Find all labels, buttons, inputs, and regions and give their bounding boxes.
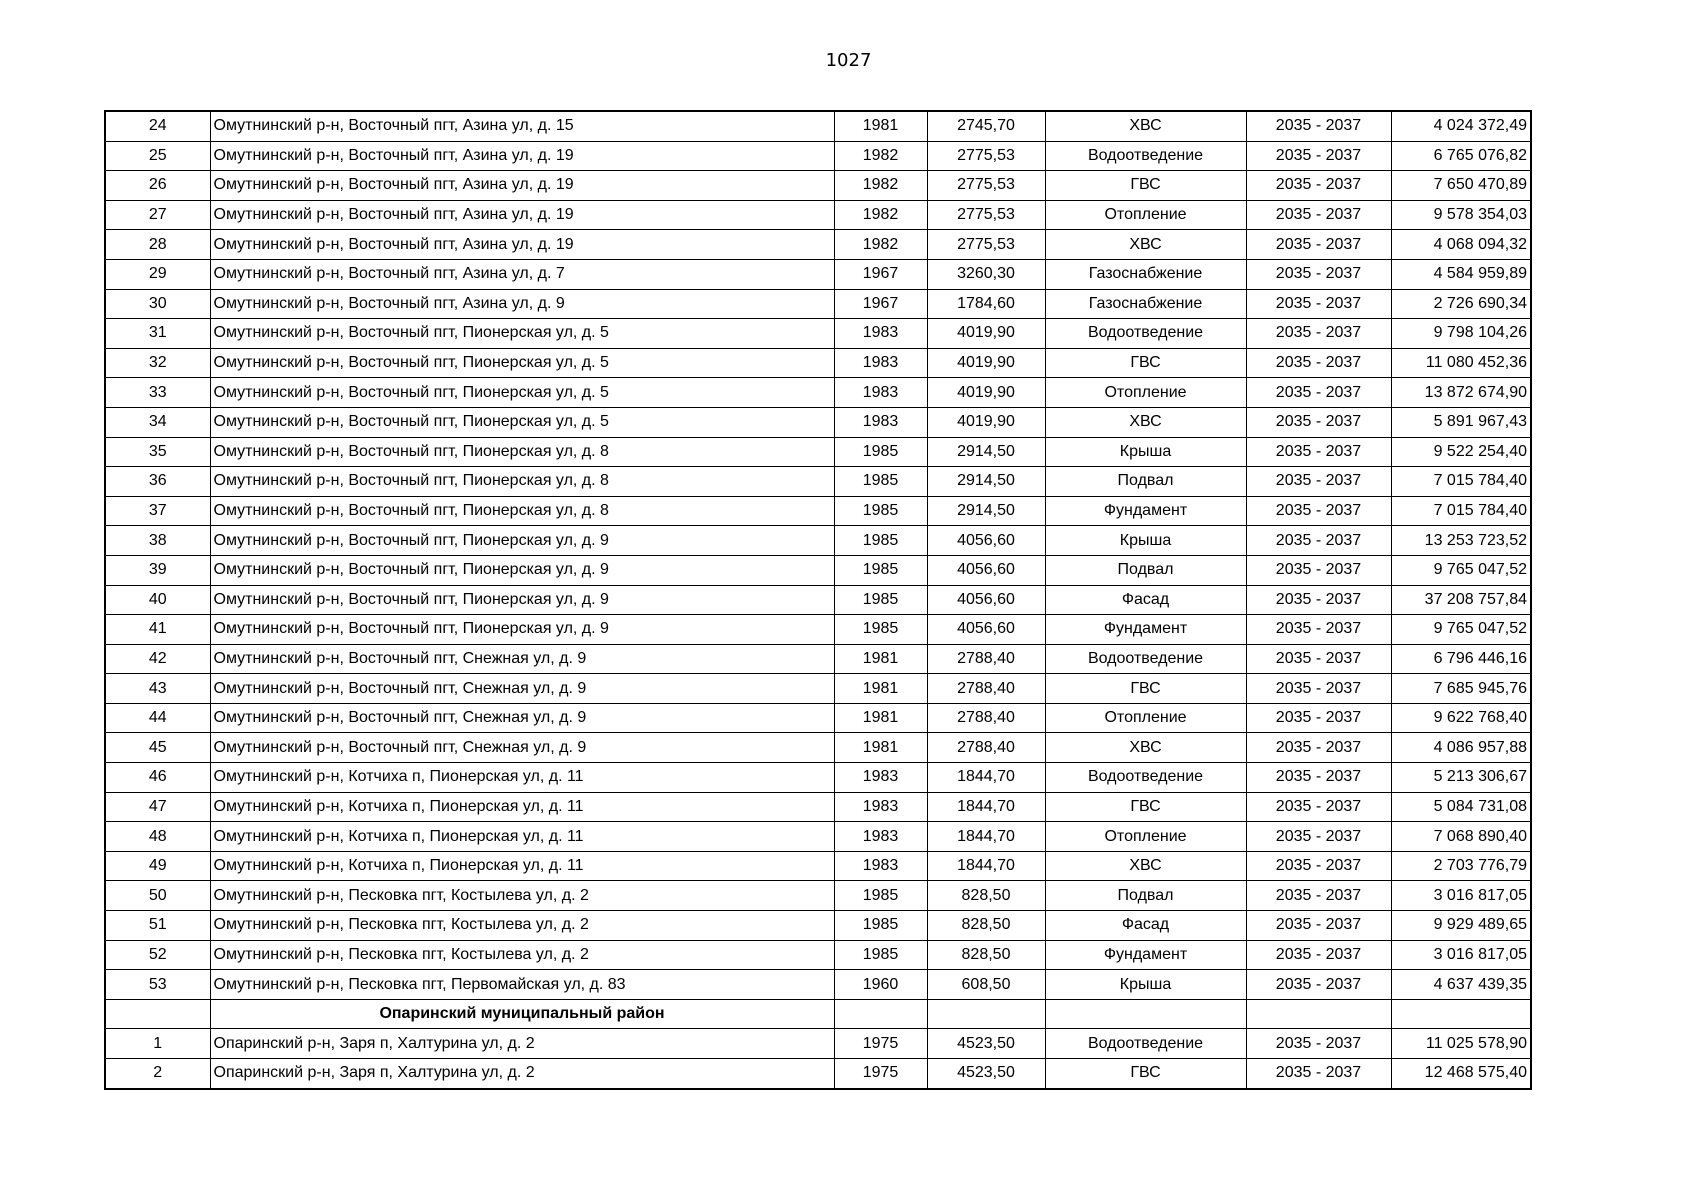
table-row: [105, 407, 1531, 437]
address-cell: Омутнинский р-н, Восточный пгт, Пионерская ул, д. 5: [210, 378, 834, 408]
table-row: [105, 319, 1531, 349]
row-number-cell: 52: [105, 940, 210, 970]
period-cell: 2035 - 2037: [1246, 733, 1391, 763]
table-row: [105, 585, 1531, 615]
address-cell: Омутнинский р-н, Восточный пгт, Пионерская ул, д. 5: [210, 319, 834, 349]
cost-cell: 11 080 452,36: [1391, 348, 1531, 378]
table-row: [105, 437, 1531, 467]
cost-cell: 7 015 784,40: [1391, 496, 1531, 526]
work-type-cell: ХВС: [1045, 733, 1246, 763]
row-number-cell: 44: [105, 703, 210, 733]
area-cell: 2788,40: [927, 644, 1045, 674]
address-cell: Омутнинский р-н, Котчиха п, Пионерская ул, д. 11: [210, 851, 834, 881]
work-type-cell: ХВС: [1045, 111, 1246, 141]
work-type-cell: Водоотведение: [1045, 319, 1246, 349]
table-row: [105, 822, 1531, 852]
year-built-cell: 1983: [834, 319, 927, 349]
area-cell: 1844,70: [927, 763, 1045, 793]
cost-cell: 13 872 674,90: [1391, 378, 1531, 408]
year-built-cell: 1981: [834, 674, 927, 704]
year-built-cell: 1981: [834, 644, 927, 674]
row-number-cell: 53: [105, 970, 210, 1000]
area-cell: 4019,90: [927, 378, 1045, 408]
area-cell: 608,50: [927, 970, 1045, 1000]
table-row: [105, 526, 1531, 556]
row-number-cell: 45: [105, 733, 210, 763]
work-type-cell: Крыша: [1045, 437, 1246, 467]
period-cell: 2035 - 2037: [1246, 496, 1391, 526]
area-cell: 4019,90: [927, 407, 1045, 437]
address-cell: Омутнинский р-н, Восточный пгт, Азина ул, д. 19: [210, 230, 834, 260]
work-type-cell: Газоснабжение: [1045, 259, 1246, 289]
cost-cell: 5 084 731,08: [1391, 792, 1531, 822]
work-type-cell: Водоотведение: [1045, 1029, 1246, 1059]
section-title-cell: Опаринский муниципальный район: [210, 999, 834, 1029]
area-cell: 4523,50: [927, 1059, 1045, 1089]
cost-cell: 9 622 768,40: [1391, 703, 1531, 733]
row-number-cell: 40: [105, 585, 210, 615]
address-cell: Омутнинский р-н, Восточный пгт, Пионерская ул, д. 9: [210, 615, 834, 645]
cost-cell: 4 584 959,89: [1391, 259, 1531, 289]
period-cell: 2035 - 2037: [1246, 230, 1391, 260]
cost-cell: 5 213 306,67: [1391, 763, 1531, 793]
address-cell: Омутнинский р-н, Котчиха п, Пионерская ул, д. 11: [210, 792, 834, 822]
row-number-cell: 34: [105, 407, 210, 437]
cost-cell: 9 578 354,03: [1391, 200, 1531, 230]
work-type-cell: Отопление: [1045, 822, 1246, 852]
period-cell: 2035 - 2037: [1246, 970, 1391, 1000]
cost-cell: 12 468 575,40: [1391, 1059, 1531, 1089]
area-cell: 2775,53: [927, 141, 1045, 171]
table-row: [105, 615, 1531, 645]
cost-cell: 9 798 104,26: [1391, 319, 1531, 349]
work-type-cell: Газоснабжение: [1045, 289, 1246, 319]
row-number-cell: [105, 999, 210, 1029]
cost-cell: 6 765 076,82: [1391, 141, 1531, 171]
year-built-cell: 1985: [834, 940, 927, 970]
period-cell: 2035 - 2037: [1246, 348, 1391, 378]
table-row: [105, 200, 1531, 230]
year-built-cell: 1982: [834, 171, 927, 201]
repair-register-table: [104, 110, 1532, 1090]
table-row: [105, 111, 1531, 141]
year-built-cell: 1985: [834, 615, 927, 645]
table-row: [105, 467, 1531, 497]
row-number-cell: 35: [105, 437, 210, 467]
table-row: [105, 851, 1531, 881]
row-number-cell: 39: [105, 555, 210, 585]
address-cell: Омутнинский р-н, Котчиха п, Пионерская ул, д. 11: [210, 763, 834, 793]
address-cell: Омутнинский р-н, Восточный пгт, Азина ул, д. 9: [210, 289, 834, 319]
period-cell: 2035 - 2037: [1246, 644, 1391, 674]
table-row: [105, 911, 1531, 941]
cost-cell: 4 086 957,88: [1391, 733, 1531, 763]
work-type-cell: ХВС: [1045, 851, 1246, 881]
address-cell: Омутнинский р-н, Восточный пгт, Пионерская ул, д. 9: [210, 526, 834, 556]
cost-cell: 4 024 372,49: [1391, 111, 1531, 141]
work-type-cell: Водоотведение: [1045, 644, 1246, 674]
table-row: [105, 171, 1531, 201]
period-cell: 2035 - 2037: [1246, 615, 1391, 645]
address-cell: Омутнинский р-н, Восточный пгт, Снежная ул, д. 9: [210, 703, 834, 733]
work-type-cell: Отопление: [1045, 378, 1246, 408]
period-cell: 2035 - 2037: [1246, 940, 1391, 970]
cost-cell: 2 703 776,79: [1391, 851, 1531, 881]
address-cell: Омутнинский р-н, Восточный пгт, Пионерская ул, д. 9: [210, 585, 834, 615]
cost-cell: 5 891 967,43: [1391, 407, 1531, 437]
table-row: [105, 703, 1531, 733]
period-cell: 2035 - 2037: [1246, 555, 1391, 585]
cost-cell: 7 068 890,40: [1391, 822, 1531, 852]
address-cell: Омутнинский р-н, Восточный пгт, Пионерская ул, д. 8: [210, 437, 834, 467]
area-cell: 1844,70: [927, 851, 1045, 881]
work-type-cell: Водоотведение: [1045, 141, 1246, 171]
table-row: [105, 259, 1531, 289]
cost-cell: 4 068 094,32: [1391, 230, 1531, 260]
year-built-cell: 1985: [834, 526, 927, 556]
work-type-cell: Отопление: [1045, 200, 1246, 230]
work-type-cell: Фасад: [1045, 585, 1246, 615]
period-cell: 2035 - 2037: [1246, 200, 1391, 230]
area-cell: 4019,90: [927, 348, 1045, 378]
table-row: [105, 289, 1531, 319]
area-cell: 4056,60: [927, 585, 1045, 615]
period-cell: 2035 - 2037: [1246, 822, 1391, 852]
area-cell: [927, 999, 1045, 1029]
cost-cell: 7 650 470,89: [1391, 171, 1531, 201]
year-built-cell: 1981: [834, 733, 927, 763]
area-cell: 1784,60: [927, 289, 1045, 319]
area-cell: 2775,53: [927, 230, 1045, 260]
address-cell: Омутнинский р-н, Песковка пгт, Костылева ул, д. 2: [210, 940, 834, 970]
period-cell: [1246, 999, 1391, 1029]
table-row: [105, 1029, 1531, 1059]
period-cell: 2035 - 2037: [1246, 407, 1391, 437]
year-built-cell: 1960: [834, 970, 927, 1000]
work-type-cell: Подвал: [1045, 881, 1246, 911]
address-cell: Омутнинский р-н, Песковка пгт, Костылева ул, д. 2: [210, 881, 834, 911]
row-number-cell: 47: [105, 792, 210, 822]
cost-cell: 13 253 723,52: [1391, 526, 1531, 556]
row-number-cell: 36: [105, 467, 210, 497]
period-cell: 2035 - 2037: [1246, 259, 1391, 289]
year-built-cell: [834, 999, 927, 1029]
period-cell: 2035 - 2037: [1246, 378, 1391, 408]
period-cell: 2035 - 2037: [1246, 703, 1391, 733]
row-number-cell: 30: [105, 289, 210, 319]
address-cell: Омутнинский р-н, Песковка пгт, Костылева ул, д. 2: [210, 911, 834, 941]
area-cell: 2914,50: [927, 467, 1045, 497]
table-row: [105, 792, 1531, 822]
year-built-cell: 1982: [834, 230, 927, 260]
year-built-cell: 1985: [834, 496, 927, 526]
table-row: [105, 970, 1531, 1000]
table-row: [105, 378, 1531, 408]
row-number-cell: 1: [105, 1029, 210, 1059]
area-cell: 2775,53: [927, 171, 1045, 201]
row-number-cell: 2: [105, 1059, 210, 1089]
area-cell: 1844,70: [927, 792, 1045, 822]
year-built-cell: 1985: [834, 585, 927, 615]
work-type-cell: Отопление: [1045, 703, 1246, 733]
year-built-cell: 1967: [834, 289, 927, 319]
area-cell: 828,50: [927, 881, 1045, 911]
year-built-cell: 1985: [834, 911, 927, 941]
year-built-cell: 1967: [834, 259, 927, 289]
area-cell: 3260,30: [927, 259, 1045, 289]
period-cell: 2035 - 2037: [1246, 792, 1391, 822]
work-type-cell: Фундамент: [1045, 496, 1246, 526]
section-header-row: [105, 999, 1531, 1029]
period-cell: 2035 - 2037: [1246, 881, 1391, 911]
address-cell: Омутнинский р-н, Восточный пгт, Снежная ул, д. 9: [210, 733, 834, 763]
area-cell: 1844,70: [927, 822, 1045, 852]
area-cell: 828,50: [927, 911, 1045, 941]
address-cell: Омутнинский р-н, Восточный пгт, Азина ул, д. 19: [210, 141, 834, 171]
cost-cell: 3 016 817,05: [1391, 940, 1531, 970]
cost-cell: 9 929 489,65: [1391, 911, 1531, 941]
work-type-cell: Крыша: [1045, 970, 1246, 1000]
table-row: [105, 555, 1531, 585]
year-built-cell: 1985: [834, 881, 927, 911]
row-number-cell: 48: [105, 822, 210, 852]
row-number-cell: 51: [105, 911, 210, 941]
year-built-cell: 1975: [834, 1059, 927, 1089]
address-cell: Опаринский р-н, Заря п, Халтурина ул, д. 2: [210, 1029, 834, 1059]
cost-cell: 9 765 047,52: [1391, 555, 1531, 585]
period-cell: 2035 - 2037: [1246, 437, 1391, 467]
row-number-cell: 27: [105, 200, 210, 230]
area-cell: 2788,40: [927, 674, 1045, 704]
table-row: [105, 881, 1531, 911]
work-type-cell: Фундамент: [1045, 940, 1246, 970]
address-cell: Опаринский р-н, Заря п, Халтурина ул, д. 2: [210, 1059, 834, 1089]
row-number-cell: 37: [105, 496, 210, 526]
year-built-cell: 1983: [834, 822, 927, 852]
cost-cell: 9 522 254,40: [1391, 437, 1531, 467]
year-built-cell: 1983: [834, 792, 927, 822]
period-cell: 2035 - 2037: [1246, 585, 1391, 615]
area-cell: 4523,50: [927, 1029, 1045, 1059]
address-cell: Омутнинский р-н, Котчиха п, Пионерская ул, д. 11: [210, 822, 834, 852]
work-type-cell: Водоотведение: [1045, 763, 1246, 793]
period-cell: 2035 - 2037: [1246, 111, 1391, 141]
cost-cell: 9 765 047,52: [1391, 615, 1531, 645]
year-built-cell: 1982: [834, 141, 927, 171]
table-row: [105, 496, 1531, 526]
table-row: [105, 230, 1531, 260]
period-cell: 2035 - 2037: [1246, 319, 1391, 349]
address-cell: Омутнинский р-н, Восточный пгт, Пионерская ул, д. 8: [210, 496, 834, 526]
address-cell: Омутнинский р-н, Восточный пгт, Пионерская ул, д. 9: [210, 555, 834, 585]
cost-cell: 3 016 817,05: [1391, 881, 1531, 911]
cost-cell: 7 685 945,76: [1391, 674, 1531, 704]
address-cell: Омутнинский р-н, Восточный пгт, Азина ул, д. 15: [210, 111, 834, 141]
year-built-cell: 1981: [834, 111, 927, 141]
address-cell: Омутнинский р-н, Восточный пгт, Снежная ул, д. 9: [210, 674, 834, 704]
row-number-cell: 28: [105, 230, 210, 260]
row-number-cell: 25: [105, 141, 210, 171]
period-cell: 2035 - 2037: [1246, 851, 1391, 881]
work-type-cell: ГВС: [1045, 348, 1246, 378]
row-number-cell: 50: [105, 881, 210, 911]
address-cell: Омутнинский р-н, Восточный пгт, Азина ул, д. 7: [210, 259, 834, 289]
cost-cell: 2 726 690,34: [1391, 289, 1531, 319]
period-cell: 2035 - 2037: [1246, 289, 1391, 319]
address-cell: Омутнинский р-н, Восточный пгт, Пионерская ул, д. 8: [210, 467, 834, 497]
work-type-cell: ХВС: [1045, 407, 1246, 437]
row-number-cell: 32: [105, 348, 210, 378]
table-row: [105, 763, 1531, 793]
year-built-cell: 1985: [834, 555, 927, 585]
area-cell: 4056,60: [927, 555, 1045, 585]
cost-cell: 37 208 757,84: [1391, 585, 1531, 615]
area-cell: 4019,90: [927, 319, 1045, 349]
address-cell: Омутнинский р-н, Восточный пгт, Пионерская ул, д. 5: [210, 348, 834, 378]
period-cell: 2035 - 2037: [1246, 171, 1391, 201]
work-type-cell: [1045, 999, 1246, 1029]
work-type-cell: ГВС: [1045, 792, 1246, 822]
year-built-cell: 1985: [834, 437, 927, 467]
period-cell: 2035 - 2037: [1246, 674, 1391, 704]
year-built-cell: 1985: [834, 467, 927, 497]
year-built-cell: 1983: [834, 378, 927, 408]
period-cell: 2035 - 2037: [1246, 526, 1391, 556]
work-type-cell: Подвал: [1045, 555, 1246, 585]
page-number: 1027: [825, 50, 872, 71]
period-cell: 2035 - 2037: [1246, 763, 1391, 793]
address-cell: Омутнинский р-н, Песковка пгт, Первомайская ул, д. 83: [210, 970, 834, 1000]
year-built-cell: 1975: [834, 1029, 927, 1059]
year-built-cell: 1981: [834, 703, 927, 733]
address-cell: Омутнинский р-н, Восточный пгт, Снежная ул, д. 9: [210, 644, 834, 674]
row-number-cell: 33: [105, 378, 210, 408]
table-row: [105, 644, 1531, 674]
table-row: [105, 674, 1531, 704]
year-built-cell: 1983: [834, 851, 927, 881]
area-cell: 4056,60: [927, 526, 1045, 556]
address-cell: Омутнинский р-н, Восточный пгт, Азина ул, д. 19: [210, 200, 834, 230]
table-row: [105, 1059, 1531, 1089]
work-type-cell: Подвал: [1045, 467, 1246, 497]
table-body: [105, 111, 1531, 1089]
work-type-cell: Фундамент: [1045, 615, 1246, 645]
area-cell: 828,50: [927, 940, 1045, 970]
year-built-cell: 1982: [834, 200, 927, 230]
row-number-cell: 24: [105, 111, 210, 141]
period-cell: 2035 - 2037: [1246, 467, 1391, 497]
area-cell: 4056,60: [927, 615, 1045, 645]
year-built-cell: 1983: [834, 407, 927, 437]
cost-cell: 6 796 446,16: [1391, 644, 1531, 674]
work-type-cell: Фасад: [1045, 911, 1246, 941]
period-cell: 2035 - 2037: [1246, 1059, 1391, 1089]
year-built-cell: 1983: [834, 763, 927, 793]
row-number-cell: 46: [105, 763, 210, 793]
table-row: [105, 940, 1531, 970]
work-type-cell: ГВС: [1045, 1059, 1246, 1089]
period-cell: 2035 - 2037: [1246, 141, 1391, 171]
table-row: [105, 141, 1531, 171]
row-number-cell: 49: [105, 851, 210, 881]
address-cell: Омутнинский р-н, Восточный пгт, Азина ул, д. 19: [210, 171, 834, 201]
work-type-cell: ГВС: [1045, 674, 1246, 704]
area-cell: 2745,70: [927, 111, 1045, 141]
cost-cell: [1391, 999, 1531, 1029]
area-cell: 2788,40: [927, 733, 1045, 763]
row-number-cell: 38: [105, 526, 210, 556]
period-cell: 2035 - 2037: [1246, 911, 1391, 941]
work-type-cell: Крыша: [1045, 526, 1246, 556]
row-number-cell: 29: [105, 259, 210, 289]
table-row: [105, 348, 1531, 378]
row-number-cell: 42: [105, 644, 210, 674]
work-type-cell: ХВС: [1045, 230, 1246, 260]
cost-cell: 11 025 578,90: [1391, 1029, 1531, 1059]
cost-cell: 4 637 439,35: [1391, 970, 1531, 1000]
row-number-cell: 43: [105, 674, 210, 704]
area-cell: 2775,53: [927, 200, 1045, 230]
work-type-cell: ГВС: [1045, 171, 1246, 201]
table-row: [105, 733, 1531, 763]
cost-cell: 7 015 784,40: [1391, 467, 1531, 497]
row-number-cell: 31: [105, 319, 210, 349]
year-built-cell: 1983: [834, 348, 927, 378]
row-number-cell: 26: [105, 171, 210, 201]
address-cell: Омутнинский р-н, Восточный пгт, Пионерская ул, д. 5: [210, 407, 834, 437]
area-cell: 2914,50: [927, 496, 1045, 526]
area-cell: 2914,50: [927, 437, 1045, 467]
row-number-cell: 41: [105, 615, 210, 645]
period-cell: 2035 - 2037: [1246, 1029, 1391, 1059]
area-cell: 2788,40: [927, 703, 1045, 733]
